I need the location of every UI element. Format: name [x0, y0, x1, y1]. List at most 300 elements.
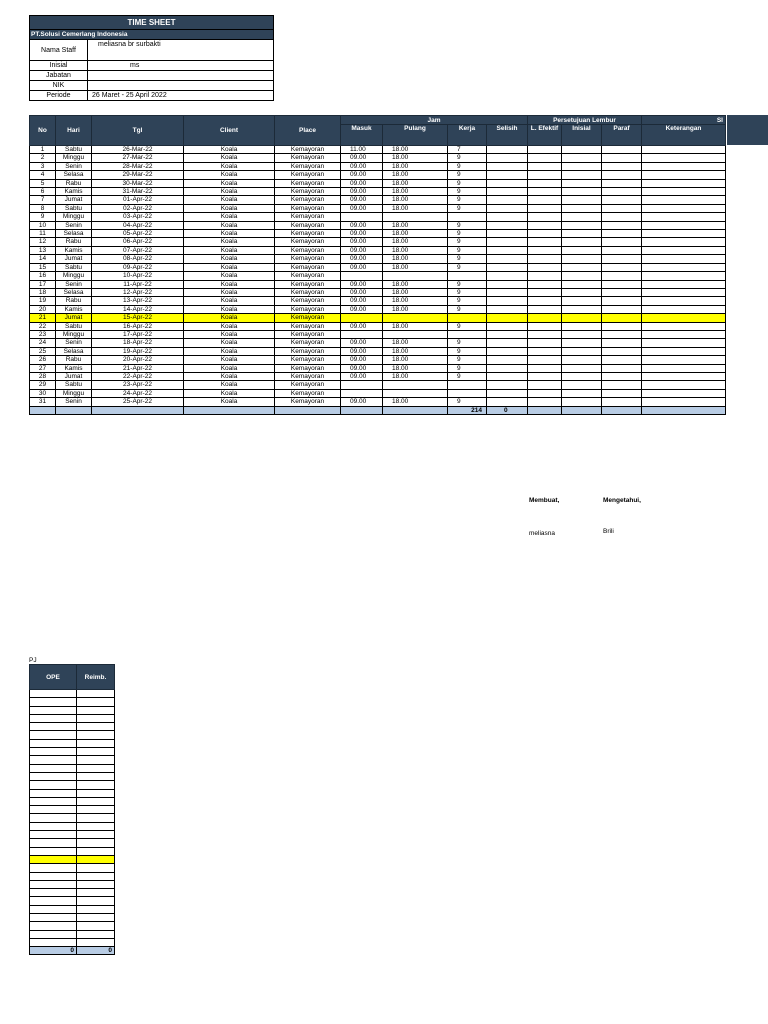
cell-pulang[interactable] [383, 381, 448, 389]
cell-inisial[interactable] [562, 356, 602, 364]
cell-selisih[interactable] [487, 389, 528, 397]
cell-kerja[interactable]: 9 [448, 221, 487, 229]
cell-client[interactable]: Koala [184, 398, 275, 406]
cell-kerja[interactable] [448, 314, 487, 322]
cell-place[interactable]: Kemayoran [275, 398, 341, 406]
cell-inisial[interactable] [562, 213, 602, 221]
cell-place[interactable]: Kemayoran [275, 389, 341, 397]
cell-masuk[interactable]: 09.00 [341, 372, 383, 380]
cell-inisial[interactable] [562, 314, 602, 322]
cell-place[interactable]: Kemayoran [275, 381, 341, 389]
ope-cell-reimb[interactable] [77, 922, 115, 930]
cell-efektif[interactable] [528, 204, 562, 212]
cell-pulang[interactable]: 18.00 [383, 188, 448, 196]
cell-selisih[interactable] [487, 154, 528, 162]
cell-pulang[interactable]: 18.00 [383, 398, 448, 406]
cell-inisial[interactable] [562, 171, 602, 179]
cell-client[interactable]: Koala [184, 381, 275, 389]
cell-selisih[interactable] [487, 272, 528, 280]
cell-efektif[interactable] [528, 196, 562, 204]
cell-place[interactable]: Kemayoran [275, 238, 341, 246]
ope-cell-reimb[interactable] [77, 723, 115, 731]
cell-client[interactable]: Koala [184, 339, 275, 347]
ope-cell-ope[interactable] [30, 756, 77, 764]
cell-paraf[interactable] [602, 171, 642, 179]
cell-keterangan[interactable] [642, 204, 726, 212]
cell-efektif[interactable] [528, 213, 562, 221]
ope-cell-reimb[interactable] [77, 797, 115, 805]
cell-kerja[interactable]: 7 [448, 146, 487, 154]
cell-keterangan[interactable] [642, 339, 726, 347]
cell-paraf[interactable] [602, 280, 642, 288]
cell-efektif[interactable] [528, 179, 562, 187]
ope-cell-ope[interactable] [30, 781, 77, 789]
ope-cell-ope[interactable] [30, 880, 77, 888]
cell-masuk[interactable]: 09.00 [341, 171, 383, 179]
cell-efektif[interactable] [528, 146, 562, 154]
cell-kerja[interactable]: 9 [448, 297, 487, 305]
cell-keterangan[interactable] [642, 238, 726, 246]
cell-masuk[interactable]: 09.00 [341, 221, 383, 229]
cell-masuk[interactable]: 09.00 [341, 398, 383, 406]
cell-efektif[interactable] [528, 221, 562, 229]
ope-cell-reimb[interactable] [77, 690, 115, 698]
cell-kerja[interactable]: 9 [448, 288, 487, 296]
ope-cell-reimb[interactable] [77, 781, 115, 789]
ope-cell-reimb[interactable] [77, 789, 115, 797]
cell-kerja[interactable] [448, 272, 487, 280]
cell-place[interactable]: Kemayoran [275, 188, 341, 196]
cell-keterangan[interactable] [642, 255, 726, 263]
ope-cell-reimb[interactable] [77, 822, 115, 830]
cell-pulang[interactable]: 18.00 [383, 263, 448, 271]
cell-selisih[interactable] [487, 372, 528, 380]
cell-selisih[interactable] [487, 330, 528, 338]
ope-cell-reimb[interactable] [77, 914, 115, 922]
cell-masuk[interactable]: 09.00 [341, 305, 383, 313]
cell-masuk[interactable]: 09.00 [341, 179, 383, 187]
ope-cell-ope[interactable] [30, 847, 77, 855]
cell-selisih[interactable] [487, 364, 528, 372]
cell-keterangan[interactable] [642, 364, 726, 372]
ope-cell-reimb[interactable] [77, 731, 115, 739]
cell-efektif[interactable] [528, 272, 562, 280]
cell-keterangan[interactable] [642, 146, 726, 154]
cell-client[interactable]: Koala [184, 162, 275, 170]
cell-place[interactable]: Kemayoran [275, 246, 341, 254]
cell-kerja[interactable]: 9 [448, 263, 487, 271]
cell-efektif[interactable] [528, 263, 562, 271]
cell-masuk[interactable]: 11.00 [341, 146, 383, 154]
cell-masuk[interactable] [341, 381, 383, 389]
cell-keterangan[interactable] [642, 179, 726, 187]
cell-masuk[interactable] [341, 272, 383, 280]
ope-cell-reimb[interactable] [77, 814, 115, 822]
cell-masuk[interactable]: 09.00 [341, 188, 383, 196]
ope-cell-ope[interactable] [30, 839, 77, 847]
cell-paraf[interactable] [602, 272, 642, 280]
cell-pulang[interactable]: 18.00 [383, 305, 448, 313]
cell-masuk[interactable] [341, 389, 383, 397]
cell-place[interactable]: Kemayoran [275, 221, 341, 229]
cell-inisial[interactable] [562, 288, 602, 296]
cell-pulang[interactable]: 18.00 [383, 356, 448, 364]
cell-efektif[interactable] [528, 171, 562, 179]
cell-place[interactable]: Kemayoran [275, 364, 341, 372]
cell-inisial[interactable] [562, 297, 602, 305]
cell-efektif[interactable] [528, 389, 562, 397]
cell-client[interactable]: Koala [184, 297, 275, 305]
cell-masuk[interactable]: 09.00 [341, 162, 383, 170]
cell-masuk[interactable]: 09.00 [341, 339, 383, 347]
cell-inisial[interactable] [562, 330, 602, 338]
cell-keterangan[interactable] [642, 389, 726, 397]
cell-kerja[interactable]: 9 [448, 356, 487, 364]
ope-cell-ope[interactable] [30, 806, 77, 814]
cell-masuk[interactable]: 09.00 [341, 154, 383, 162]
ope-cell-reimb[interactable] [77, 880, 115, 888]
cell-selisih[interactable] [487, 288, 528, 296]
ope-cell-ope[interactable] [30, 748, 77, 756]
cell-masuk[interactable]: 09.00 [341, 230, 383, 238]
ope-cell-ope[interactable] [30, 706, 77, 714]
cell-kerja[interactable]: 9 [448, 246, 487, 254]
cell-paraf[interactable] [602, 297, 642, 305]
cell-inisial[interactable] [562, 372, 602, 380]
cell-pulang[interactable]: 18.00 [383, 297, 448, 305]
cell-inisial[interactable] [562, 230, 602, 238]
cell-inisial[interactable] [562, 162, 602, 170]
ope-cell-reimb[interactable] [77, 930, 115, 938]
cell-paraf[interactable] [602, 162, 642, 170]
cell-selisih[interactable] [487, 322, 528, 330]
cell-efektif[interactable] [528, 246, 562, 254]
cell-selisih[interactable] [487, 263, 528, 271]
cell-pulang[interactable]: 18.00 [383, 246, 448, 254]
cell-selisih[interactable] [487, 196, 528, 204]
cell-efektif[interactable] [528, 154, 562, 162]
cell-paraf[interactable] [602, 146, 642, 154]
cell-selisih[interactable] [487, 230, 528, 238]
cell-efektif[interactable] [528, 162, 562, 170]
cell-place[interactable]: Kemayoran [275, 154, 341, 162]
cell-keterangan[interactable] [642, 246, 726, 254]
cell-client[interactable]: Koala [184, 389, 275, 397]
nik-value[interactable] [88, 81, 274, 91]
cell-client[interactable]: Koala [184, 263, 275, 271]
ope-cell-reimb[interactable] [77, 748, 115, 756]
cell-pulang[interactable]: 18.00 [383, 288, 448, 296]
cell-paraf[interactable] [602, 330, 642, 338]
cell-keterangan[interactable] [642, 230, 726, 238]
cell-place[interactable]: Kemayoran [275, 162, 341, 170]
cell-client[interactable]: Koala [184, 322, 275, 330]
ope-cell-ope[interactable] [30, 872, 77, 880]
cell-efektif[interactable] [528, 322, 562, 330]
cell-client[interactable]: Koala [184, 314, 275, 322]
cell-paraf[interactable] [602, 154, 642, 162]
cell-paraf[interactable] [602, 322, 642, 330]
cell-selisih[interactable] [487, 171, 528, 179]
cell-keterangan[interactable] [642, 263, 726, 271]
cell-pulang[interactable]: 18.00 [383, 280, 448, 288]
cell-inisial[interactable] [562, 322, 602, 330]
cell-pulang[interactable]: 18.00 [383, 154, 448, 162]
cell-selisih[interactable] [487, 314, 528, 322]
cell-paraf[interactable] [602, 314, 642, 322]
cell-masuk[interactable] [341, 330, 383, 338]
cell-kerja[interactable]: 9 [448, 398, 487, 406]
cell-client[interactable]: Koala [184, 364, 275, 372]
cell-place[interactable]: Kemayoran [275, 272, 341, 280]
ope-cell-ope[interactable] [30, 814, 77, 822]
cell-place[interactable]: Kemayoran [275, 347, 341, 355]
cell-pulang[interactable]: 18.00 [383, 204, 448, 212]
cell-keterangan[interactable] [642, 272, 726, 280]
cell-inisial[interactable] [562, 305, 602, 313]
cell-kerja[interactable]: 9 [448, 162, 487, 170]
cell-efektif[interactable] [528, 188, 562, 196]
cell-pulang[interactable]: 18.00 [383, 347, 448, 355]
ope-cell-ope[interactable] [30, 930, 77, 938]
ope-cell-ope[interactable] [30, 739, 77, 747]
cell-inisial[interactable] [562, 188, 602, 196]
cell-client[interactable]: Koala [184, 146, 275, 154]
cell-efektif[interactable] [528, 330, 562, 338]
cell-selisih[interactable] [487, 246, 528, 254]
cell-paraf[interactable] [602, 204, 642, 212]
cell-keterangan[interactable] [642, 322, 726, 330]
cell-masuk[interactable]: 09.00 [341, 288, 383, 296]
cell-pulang[interactable]: 18.00 [383, 372, 448, 380]
ope-cell-ope[interactable] [30, 897, 77, 905]
cell-selisih[interactable] [487, 213, 528, 221]
cell-paraf[interactable] [602, 263, 642, 271]
cell-pulang[interactable] [383, 213, 448, 221]
cell-client[interactable]: Koala [184, 196, 275, 204]
cell-masuk[interactable]: 09.00 [341, 356, 383, 364]
cell-kerja[interactable]: 9 [448, 322, 487, 330]
cell-inisial[interactable] [562, 280, 602, 288]
cell-selisih[interactable] [487, 347, 528, 355]
ope-cell-reimb[interactable] [77, 739, 115, 747]
ope-cell-reimb[interactable] [77, 897, 115, 905]
cell-kerja[interactable]: 9 [448, 305, 487, 313]
cell-kerja[interactable]: 9 [448, 179, 487, 187]
cell-place[interactable]: Kemayoran [275, 204, 341, 212]
cell-keterangan[interactable] [642, 288, 726, 296]
ope-cell-reimb[interactable] [77, 872, 115, 880]
cell-efektif[interactable] [528, 314, 562, 322]
cell-place[interactable]: Kemayoran [275, 288, 341, 296]
initial-value[interactable]: ms [88, 61, 274, 71]
cell-keterangan[interactable] [642, 213, 726, 221]
cell-inisial[interactable] [562, 339, 602, 347]
cell-paraf[interactable] [602, 364, 642, 372]
cell-place[interactable]: Kemayoran [275, 255, 341, 263]
ope-cell-ope[interactable] [30, 855, 77, 863]
cell-place[interactable]: Kemayoran [275, 230, 341, 238]
cell-paraf[interactable] [602, 221, 642, 229]
cell-place[interactable]: Kemayoran [275, 297, 341, 305]
cell-selisih[interactable] [487, 381, 528, 389]
cell-client[interactable]: Koala [184, 230, 275, 238]
cell-keterangan[interactable] [642, 330, 726, 338]
period-value[interactable]: 26 Maret - 25 April 2022 [88, 91, 274, 101]
ope-cell-ope[interactable] [30, 864, 77, 872]
cell-keterangan[interactable] [642, 162, 726, 170]
cell-kerja[interactable]: 9 [448, 280, 487, 288]
cell-efektif[interactable] [528, 372, 562, 380]
cell-place[interactable]: Kemayoran [275, 314, 341, 322]
cell-client[interactable]: Koala [184, 280, 275, 288]
cell-efektif[interactable] [528, 238, 562, 246]
cell-masuk[interactable]: 09.00 [341, 280, 383, 288]
cell-paraf[interactable] [602, 246, 642, 254]
cell-masuk[interactable]: 09.00 [341, 238, 383, 246]
cell-masuk[interactable]: 09.00 [341, 347, 383, 355]
cell-selisih[interactable] [487, 339, 528, 347]
cell-kerja[interactable] [448, 389, 487, 397]
cell-keterangan[interactable] [642, 356, 726, 364]
cell-selisih[interactable] [487, 255, 528, 263]
cell-kerja[interactable]: 9 [448, 364, 487, 372]
cell-masuk[interactable]: 09.00 [341, 255, 383, 263]
cell-kerja[interactable]: 9 [448, 204, 487, 212]
cell-pulang[interactable]: 18.00 [383, 339, 448, 347]
cell-masuk[interactable] [341, 213, 383, 221]
cell-place[interactable]: Kemayoran [275, 356, 341, 364]
ope-cell-ope[interactable] [30, 905, 77, 913]
cell-masuk[interactable]: 09.00 [341, 322, 383, 330]
cell-place[interactable]: Kemayoran [275, 146, 341, 154]
cell-pulang[interactable]: 18.00 [383, 162, 448, 170]
cell-paraf[interactable] [602, 347, 642, 355]
cell-pulang[interactable]: 18.00 [383, 196, 448, 204]
cell-client[interactable]: Koala [184, 221, 275, 229]
cell-keterangan[interactable] [642, 280, 726, 288]
cell-selisih[interactable] [487, 221, 528, 229]
cell-client[interactable]: Koala [184, 372, 275, 380]
ope-cell-ope[interactable] [30, 822, 77, 830]
ope-cell-reimb[interactable] [77, 772, 115, 780]
cell-kerja[interactable]: 9 [448, 255, 487, 263]
cell-keterangan[interactable] [642, 188, 726, 196]
cell-kerja[interactable] [448, 330, 487, 338]
cell-selisih[interactable] [487, 204, 528, 212]
cell-pulang[interactable]: 18.00 [383, 255, 448, 263]
cell-client[interactable]: Koala [184, 246, 275, 254]
cell-inisial[interactable] [562, 204, 602, 212]
ope-cell-ope[interactable] [30, 922, 77, 930]
cell-place[interactable]: Kemayoran [275, 171, 341, 179]
ope-cell-ope[interactable] [30, 797, 77, 805]
cell-efektif[interactable] [528, 339, 562, 347]
cell-selisih[interactable] [487, 188, 528, 196]
ope-cell-reimb[interactable] [77, 831, 115, 839]
cell-inisial[interactable] [562, 179, 602, 187]
cell-place[interactable]: Kemayoran [275, 339, 341, 347]
cell-kerja[interactable]: 9 [448, 372, 487, 380]
ope-cell-ope[interactable] [30, 731, 77, 739]
position-value[interactable] [88, 71, 274, 81]
cell-client[interactable]: Koala [184, 238, 275, 246]
ope-cell-ope[interactable] [30, 714, 77, 722]
cell-selisih[interactable] [487, 280, 528, 288]
cell-paraf[interactable] [602, 230, 642, 238]
cell-pulang[interactable]: 18.00 [383, 221, 448, 229]
cell-selisih[interactable] [487, 297, 528, 305]
cell-client[interactable]: Koala [184, 204, 275, 212]
ope-cell-ope[interactable] [30, 938, 77, 946]
cell-kerja[interactable]: 9 [448, 230, 487, 238]
cell-kerja[interactable]: 9 [448, 154, 487, 162]
cell-paraf[interactable] [602, 372, 642, 380]
ope-cell-ope[interactable] [30, 914, 77, 922]
cell-paraf[interactable] [602, 255, 642, 263]
cell-client[interactable]: Koala [184, 188, 275, 196]
cell-efektif[interactable] [528, 347, 562, 355]
cell-client[interactable]: Koala [184, 255, 275, 263]
cell-kerja[interactable]: 9 [448, 188, 487, 196]
cell-client[interactable]: Koala [184, 347, 275, 355]
ope-cell-reimb[interactable] [77, 889, 115, 897]
cell-paraf[interactable] [602, 179, 642, 187]
cell-inisial[interactable] [562, 398, 602, 406]
cell-place[interactable]: Kemayoran [275, 305, 341, 313]
cell-kerja[interactable]: 9 [448, 238, 487, 246]
cell-efektif[interactable] [528, 255, 562, 263]
cell-keterangan[interactable] [642, 372, 726, 380]
cell-paraf[interactable] [602, 196, 642, 204]
cell-kerja[interactable]: 9 [448, 171, 487, 179]
ope-cell-ope[interactable] [30, 772, 77, 780]
cell-keterangan[interactable] [642, 221, 726, 229]
cell-pulang[interactable] [383, 272, 448, 280]
cell-inisial[interactable] [562, 246, 602, 254]
staff-name-value[interactable]: meliasna br surbakti [88, 40, 274, 61]
cell-paraf[interactable] [602, 188, 642, 196]
cell-masuk[interactable]: 09.00 [341, 204, 383, 212]
cell-client[interactable]: Koala [184, 272, 275, 280]
cell-efektif[interactable] [528, 297, 562, 305]
cell-keterangan[interactable] [642, 171, 726, 179]
cell-efektif[interactable] [528, 381, 562, 389]
cell-masuk[interactable]: 09.00 [341, 196, 383, 204]
cell-pulang[interactable] [383, 330, 448, 338]
cell-efektif[interactable] [528, 364, 562, 372]
cell-masuk[interactable] [341, 314, 383, 322]
cell-pulang[interactable]: 18.00 [383, 238, 448, 246]
cell-keterangan[interactable] [642, 196, 726, 204]
cell-client[interactable]: Koala [184, 356, 275, 364]
cell-pulang[interactable]: 18.00 [383, 146, 448, 154]
ope-cell-reimb[interactable] [77, 714, 115, 722]
cell-keterangan[interactable] [642, 154, 726, 162]
cell-keterangan[interactable] [642, 347, 726, 355]
cell-pulang[interactable]: 18.00 [383, 171, 448, 179]
cell-inisial[interactable] [562, 238, 602, 246]
cell-kerja[interactable]: 9 [448, 339, 487, 347]
cell-paraf[interactable] [602, 305, 642, 313]
cell-efektif[interactable] [528, 280, 562, 288]
cell-inisial[interactable] [562, 364, 602, 372]
ope-cell-ope[interactable] [30, 764, 77, 772]
ope-cell-reimb[interactable] [77, 864, 115, 872]
cell-paraf[interactable] [602, 398, 642, 406]
cell-pulang[interactable] [383, 314, 448, 322]
cell-place[interactable]: Kemayoran [275, 330, 341, 338]
